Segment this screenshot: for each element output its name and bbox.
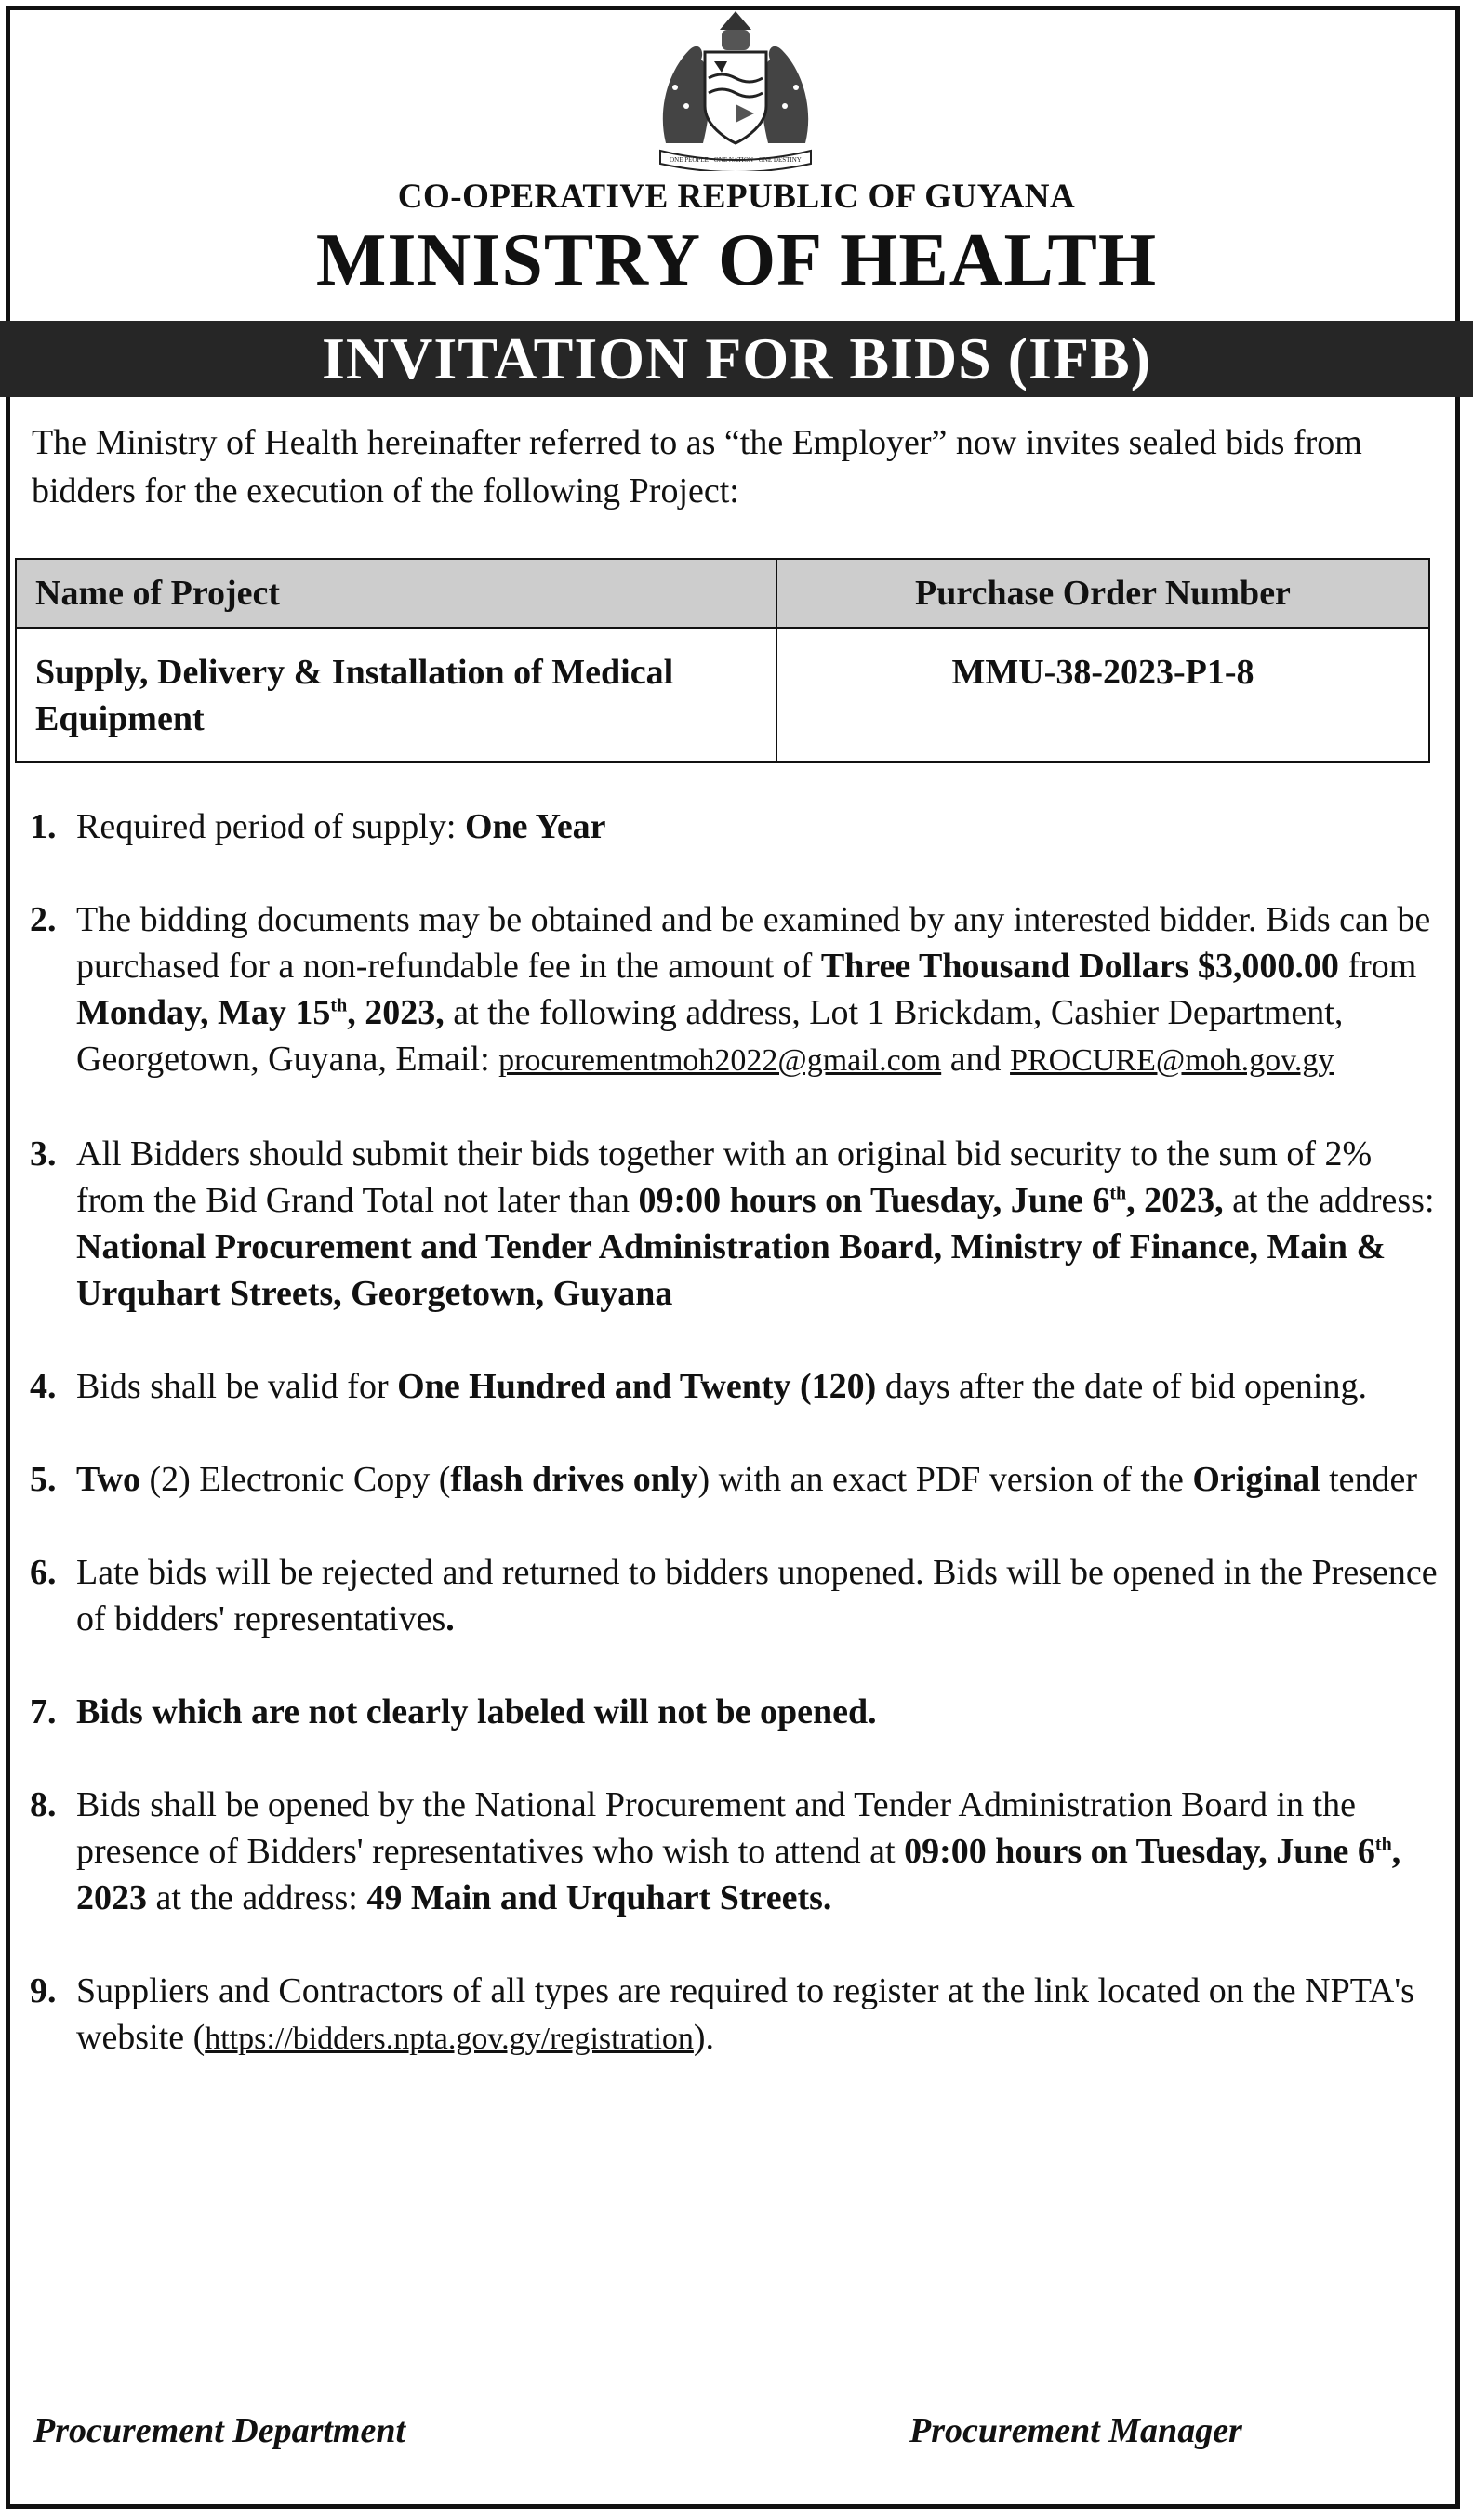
intro-paragraph: The Ministry of Health hereinafter referred to as “the Employer” now invites sealed bids from bidders for the execution of the following Project: bbox=[32, 423, 1362, 511]
signature-procurement-department: Procurement Department bbox=[33, 2411, 406, 2450]
coat-of-arms-icon bbox=[647, 4, 824, 171]
conditions-list bbox=[30, 803, 1443, 2062]
list-item: 4. Bids shall be valid for One Hundred and Twenty (120) days after the date of bid opening. bbox=[30, 1363, 1443, 1410]
table-header-row bbox=[16, 559, 1429, 628]
list-item: 7. Bids which are not clearly labeled will not be opened. bbox=[30, 1689, 1443, 1735]
list-item: 8. Bids shall be opened by the National Procurement and Tender Administration Board in the presence of Bidders' representatives who wish to attend at 09:00 hours on Tuesday, June 6th, 2023 at the address: 49 Main and Urquhart Streets. bbox=[30, 1782, 1443, 1921]
item-number: 7. bbox=[30, 1692, 57, 1731]
list-item: 5. Two (2) Electronic Copy (flash drives only) with an exact PDF version of the Original tender bbox=[30, 1456, 1443, 1503]
item-number: 1. bbox=[30, 807, 57, 846]
list-item: 6. Late bids will be rejected and returned to bidders unopened. Bids will be opened in the Presence of bidders' representatives. bbox=[30, 1549, 1443, 1642]
list-item: 3. All Bidders should submit their bids together with an original bid security to the sum of 2% from the Bid Grand Total not later than 09:00 hours on Tuesday, June 6th, 2023, at the address: National Procurement and Tender Administration Board, Ministry of Finance, Main & Urquhart Streets, Georgetown, Guyana bbox=[30, 1131, 1443, 1317]
email-link-gmail[interactable]: procurementmoh2022@gmail.com bbox=[498, 1043, 942, 1078]
project-table bbox=[15, 558, 1430, 763]
po-number-header: Purchase Order Number bbox=[776, 559, 1429, 628]
signature-procurement-manager: Procurement Manager bbox=[909, 2411, 1242, 2450]
ministry-name: MINISTRY OF HEALTH bbox=[315, 219, 1158, 301]
item-number: 6. bbox=[30, 1553, 57, 1592]
po-number-cell: MMU-38-2023-P1-8 bbox=[776, 628, 1429, 762]
list-item: 1. Required period of supply: One Year bbox=[30, 803, 1443, 850]
item-number: 8. bbox=[30, 1785, 57, 1824]
country-name: CO-OPERATIVE REPUBLIC OF GUYANA bbox=[397, 178, 1076, 216]
item-number: 5. bbox=[30, 1460, 57, 1499]
item-number: 9. bbox=[30, 1971, 57, 2010]
list-item: 2. The bidding documents may be obtained and be examined by any interested bidder. Bids can be purchased for a non-refundable fee in the amount of Three Thousand Dollars $3,000.00 from Monday, May 15th, 2023, at the following address, Lot 1 Brickdam, Cashier Department, Georgetown, Guyana, Email: procurementmoh2022@gmail.com and PROCURE@moh.gov.gy bbox=[30, 896, 1443, 1084]
item-number: 3. bbox=[30, 1134, 57, 1174]
list-item: 9. Suppliers and Contractors of all types are required to register at the link located on the NPTA's website (https://bidders.npta.gov.gy/registration). bbox=[30, 1968, 1443, 2062]
item-number: 2. bbox=[30, 900, 57, 939]
item-number: 4. bbox=[30, 1367, 57, 1406]
table-row bbox=[16, 628, 1429, 762]
notice-title-banner: INVITATION FOR BIDS (IFB) bbox=[0, 321, 1473, 397]
project-name-header: Name of Project bbox=[16, 559, 776, 628]
registration-link[interactable]: https://bidders.npta.gov.gy/registration bbox=[205, 2022, 694, 2056]
svg-text:ONE PEOPLE · ONE NATION · ONE: ONE PEOPLE · ONE NATION · ONE DESTINY bbox=[670, 156, 802, 164]
email-link-moh[interactable]: PROCURE@moh.gov.gy bbox=[1010, 1043, 1334, 1078]
project-name-cell: Supply, Delivery & Installation of Medical Equipment bbox=[16, 628, 776, 762]
